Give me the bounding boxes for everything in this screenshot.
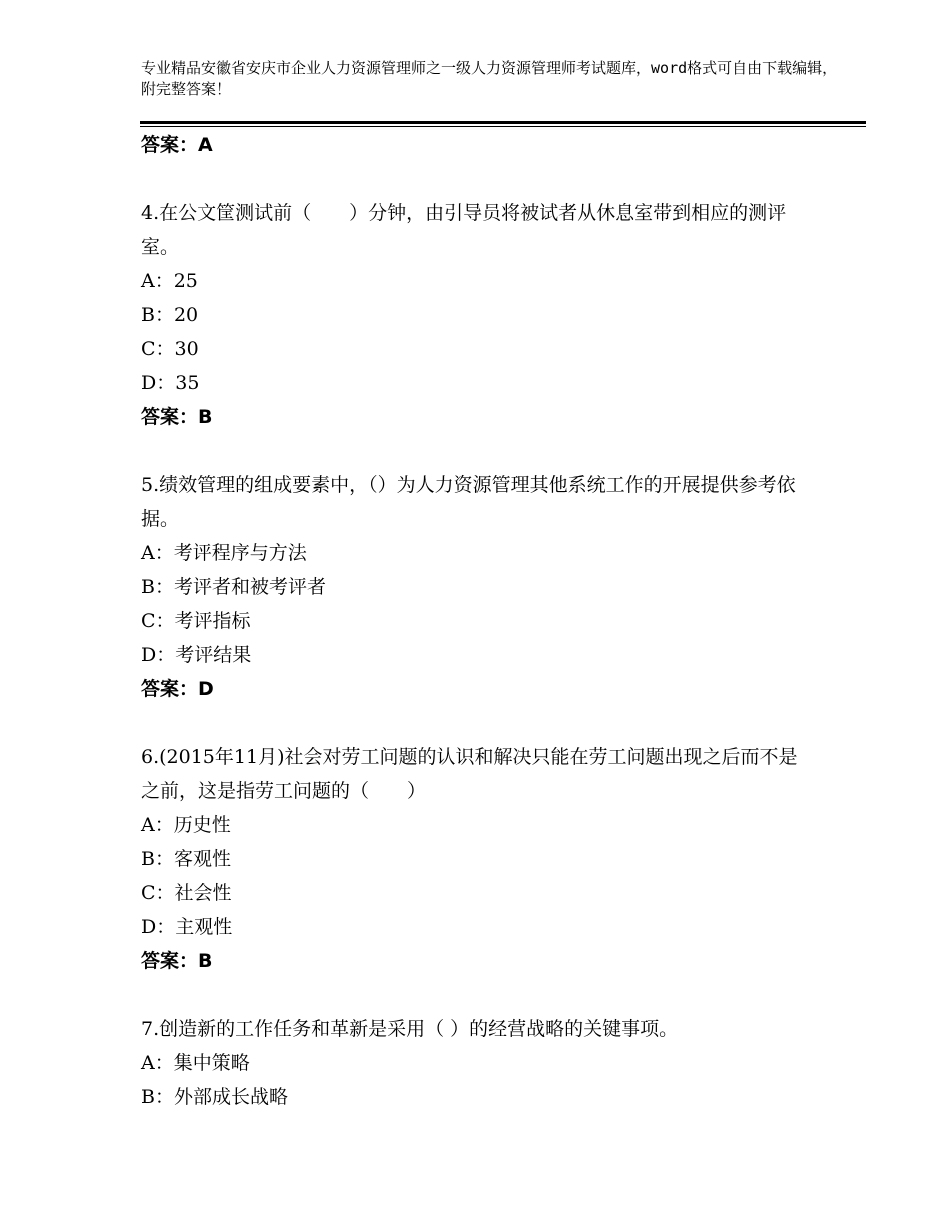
option-d: D：35 bbox=[141, 372, 200, 394]
option-b: B：客观性 bbox=[141, 848, 231, 870]
spacer bbox=[141, 706, 841, 740]
document-body bbox=[141, 128, 841, 1114]
question-block-7 bbox=[141, 1012, 841, 1114]
option-a: A：考评程序与方法 bbox=[141, 542, 307, 564]
question-text: 6.(2015年11月)社会对劳工问题的认识和解决只能在劳工问题出现之后而不是之前，这是指劳工问题的（ ） bbox=[141, 746, 798, 802]
answer-line: 答案：A bbox=[141, 134, 213, 156]
option-b: B：外部成长战略 bbox=[141, 1086, 288, 1108]
option-c: C：考评指标 bbox=[141, 610, 251, 632]
option-b: B：20 bbox=[141, 304, 199, 326]
question-text: 4.在公文筐测试前（ ）分钟，由引导员将被试者从休息室带到相应的测评室。 bbox=[141, 202, 787, 258]
option-b: B：考评者和被考评者 bbox=[141, 576, 326, 598]
option-d: D：考评结果 bbox=[141, 644, 252, 666]
option-c: C：30 bbox=[141, 338, 199, 360]
question-text: 7.创造新的工作任务和革新是采用（ ）的经营战略的关键事项。 bbox=[141, 1018, 679, 1040]
page-header: 专业精品安徽省安庆市企业人力资源管理师之一级人力资源管理师考试题库，word格式可自由下载编辑，附完整答案！ bbox=[141, 59, 838, 98]
answer-line: 答案：B bbox=[141, 950, 213, 972]
option-a: A：集中策略 bbox=[141, 1052, 250, 1074]
option-a: A：历史性 bbox=[141, 814, 231, 836]
option-d: D：主观性 bbox=[141, 916, 233, 938]
header-rule-thin bbox=[140, 126, 866, 127]
answer-line: 答案：B bbox=[141, 406, 213, 428]
option-c: C：社会性 bbox=[141, 882, 232, 904]
spacer bbox=[141, 434, 841, 468]
question-block-4 bbox=[141, 196, 841, 434]
answer-line: 答案：D bbox=[141, 678, 214, 700]
spacer bbox=[141, 978, 841, 1012]
question-text: 5.绩效管理的组成要素中，（）为人力资源管理其他系统工作的开展提供参考依据。 bbox=[141, 474, 796, 530]
spacer bbox=[141, 162, 841, 196]
question-block-6 bbox=[141, 740, 841, 978]
question-block-5 bbox=[141, 468, 841, 706]
option-a: A：25 bbox=[141, 270, 198, 292]
header-rule-thick bbox=[140, 121, 866, 124]
